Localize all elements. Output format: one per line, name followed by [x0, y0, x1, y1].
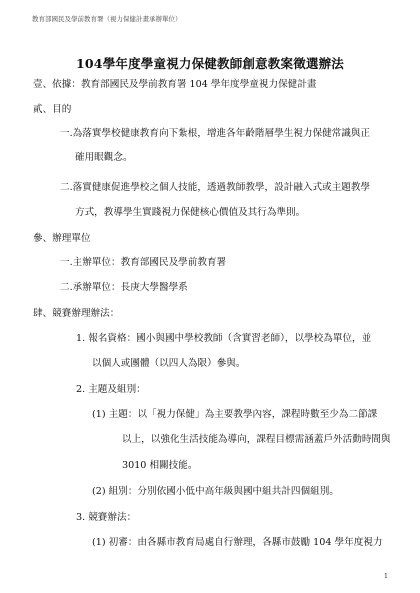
running-header: 教育部國民及學前教育署（視力保健計畫承辦單位） [32, 15, 182, 23]
section-basis: 壹、依據：教育部國民及學前教育署 104 學年度學童視力保健計畫 [33, 79, 317, 90]
section-competition-heading: 肆、競賽辦理辦法： [33, 308, 120, 319]
rule-groups: (2) 組別：分別依國小低中高年級與國中組共計四個組別。 [92, 486, 339, 497]
rule-theme: (1) 主題：以「視力保健」為主要教學內容，課程時數至少為二節課 [92, 409, 378, 420]
organizer-host: 一.主辦單位：教育部國民及學前教育署 [60, 257, 227, 268]
purpose-item-2-cont: 方式，教導學生實踐視力保健核心價值及其行為準則。 [75, 207, 306, 218]
rule-theme-cont-2: 3010 相關技能。 [122, 460, 198, 471]
rule-preliminary-review: (1) 初審：由各縣市教育局處自行辦理，各縣市鼓勵 104 學年度視力 [92, 537, 383, 548]
rule-theme-groups: 2. 主題及組別： [76, 384, 146, 395]
section-organizers-heading: 參、辦理單位 [33, 233, 91, 244]
organizer-executor: 二.承辦單位：長庚大學醫學系 [60, 282, 188, 293]
rule-method: 3. 競賽辦法： [76, 512, 137, 523]
page-number: 1 [383, 572, 388, 580]
rule-eligibility: 1. 報名資格：國小與國中學校教師（含實習老師），以學校為單位，並 [76, 333, 372, 344]
purpose-item-1-cont: 確用眼觀念。 [75, 152, 133, 163]
purpose-item-1: 一.為落實學校健康教育向下紮根，增進各年齡階層學生視力保健常識與正 [60, 128, 371, 139]
rule-theme-cont-1: 以上，以強化生活技能為導向，課程目標需涵蓋戶外活動時間與 [122, 434, 391, 445]
document-title: 104學年度學童視力保健教師創意教案徵選辦法 [76, 56, 344, 71]
rule-eligibility-cont: 以個人或團體（以四人為限）參與。 [92, 358, 246, 369]
section-purpose-heading: 貳、目的 [33, 104, 72, 115]
purpose-item-2: 二.落實健康促進學校之個人技能，透過教師教學，設計融入式或主題教學 [60, 182, 371, 193]
